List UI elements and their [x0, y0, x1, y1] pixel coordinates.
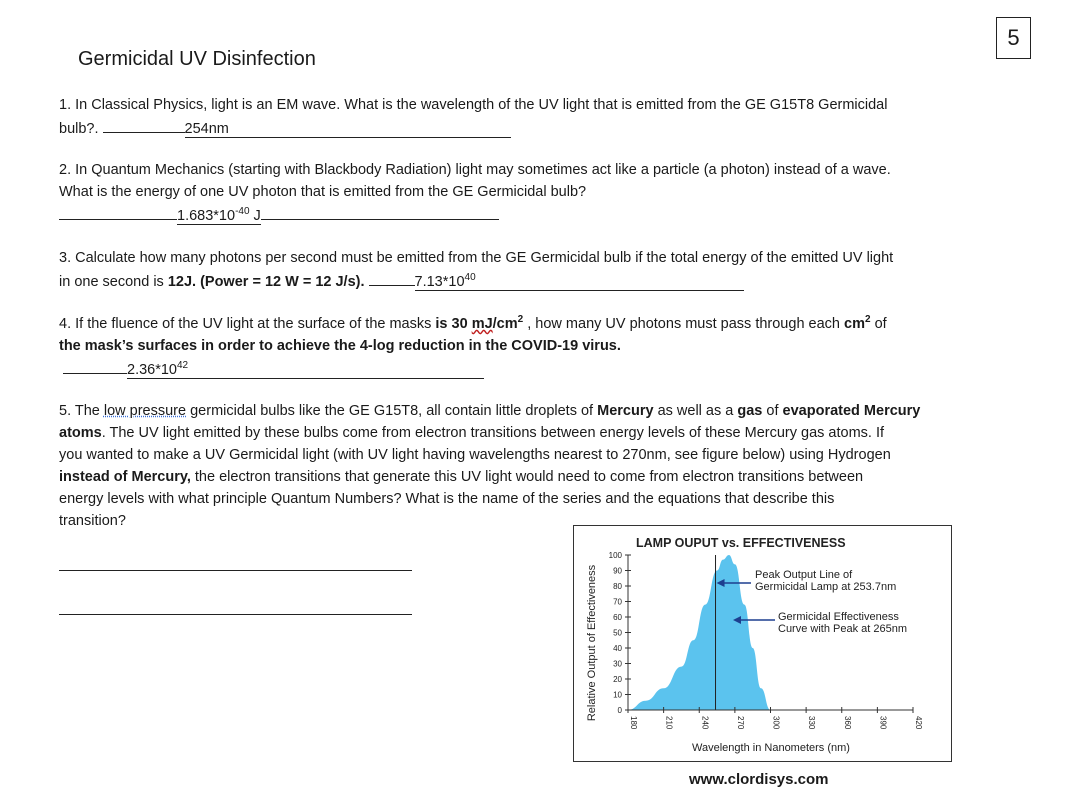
question-5-line3: you wanted to make a UV Germicidal light (with UV light having wavelengths nearest to 270nm, see figure below) using Hydrogen [59, 447, 891, 463]
x-tick-label: 210 [664, 716, 674, 730]
x-tick-label: 300 [771, 716, 781, 730]
question-1-line1: 1. In Classical Physics, light is an EM wave. What is the wavelength of the UV light that is emitted from the GE G15T8 Germicidal [59, 97, 888, 113]
y-tick-label: 90 [613, 566, 622, 576]
y-tick-label: 80 [613, 582, 622, 591]
question-1-answer: 254nm [185, 121, 511, 138]
y-tick-label: 100 [608, 551, 622, 560]
x-tick-label: 420 [914, 716, 923, 730]
chart-x-axis-label: Wavelength in Nanometers (nm) [692, 742, 850, 754]
x-tick-label: 240 [700, 716, 710, 730]
x-tick-label: 270 [735, 716, 745, 730]
question-5-line6: transition? [59, 513, 126, 529]
question-2-answer: $1.683*10^{-40}$ J [177, 206, 261, 224]
website-credit: www.clordisys.com [689, 771, 829, 788]
chart-y-axis-label: Relative Output of Effectiveness [586, 564, 598, 722]
question-4-answer: $2.36*10^{42}$ [127, 362, 484, 379]
annotation-text: Germicidal Effectiveness [778, 611, 899, 623]
question-4-line2: the mask’s surfaces in order to achieve the 4-log reduction in the COVID-19 virus. [59, 338, 621, 354]
annotation-text: Curve with Peak at 265nm [778, 623, 908, 635]
question-5-line4: instead of Mercury, the electron transitions that generate this UV light would need to come from electron transitions between [59, 469, 864, 485]
y-tick-label: 60 [613, 613, 622, 622]
question-4-line1: 4. If the fluence of the UV light at the surface of the masks is 30 $mJ/cm^2$ , how many UV photons must pass through each $cm^2$ of [59, 314, 887, 332]
lamp-output-chart [573, 525, 953, 763]
question-5-line5: energy levels with what principle Quantum Numbers? What is the name of the series and the equations that describe this [59, 491, 835, 507]
question-3-line1: 3. Calculate how many photons per second must be emitted from the GE Germicidal bulb if the total energy of the emitted UV light [59, 250, 894, 266]
question-4 [59, 313, 887, 381]
y-tick-label: 0 [617, 706, 622, 715]
y-tick-label: 10 [613, 690, 622, 700]
question-3-power: 12J. (Power = 12 W = 12 J/s). [167, 274, 365, 290]
answer-blank [369, 269, 415, 286]
answer-line-2 [59, 614, 412, 615]
question-2-answer-line [59, 203, 891, 227]
question-2-line1: 2. In Quantum Mechanics (starting with Blackbody Radiation) light may sometimes act like a particle (a photon) instead of a wave. [59, 162, 891, 178]
page-number: 5 [996, 17, 1031, 59]
question-3 [59, 247, 893, 293]
answer-blank [261, 203, 499, 220]
question-1-prefix: bulb?. [59, 121, 103, 137]
x-tick-label: 390 [878, 716, 888, 730]
question-3-answer: $7.13*10^{40}$ [415, 274, 744, 291]
x-tick-label: 180 [629, 716, 638, 730]
question-1-line2 [59, 116, 887, 140]
answer-blank [63, 357, 127, 374]
question-5-line1: 5. The low pressure germicidal bulbs like the GE G15T8, all contain little droplets of Mercury as well as a gas of evaporated Mercury [59, 403, 921, 419]
y-tick-label: 20 [613, 675, 622, 684]
annotation-text: Peak Output Line of [755, 569, 853, 581]
question-5 [59, 400, 920, 532]
question-2 [59, 159, 891, 227]
page-title: Germicidal UV Disinfection [78, 48, 316, 70]
question-3-prefix: in one second is [59, 274, 168, 290]
question-1 [59, 94, 887, 140]
answer-blank [59, 203, 177, 220]
question-2-line2: What is the energy of one UV photon that is emitted from the GE Germicidal bulb? [59, 184, 587, 200]
answer-line-1 [59, 570, 412, 571]
question-5-line2: atoms. The UV light emitted by these bulbs come from electron transitions between energy levels of these Mercury gas atoms. If [59, 425, 885, 441]
question-4-answer-line [59, 357, 887, 381]
chart-title: LAMP OUPUT vs. EFFECTIVENESS [636, 536, 846, 550]
annotation-text: Germicidal Lamp at 253.7nm [755, 581, 897, 593]
x-tick-label: 360 [842, 716, 852, 730]
y-tick-label: 70 [613, 597, 622, 607]
y-tick-label: 40 [613, 644, 622, 653]
y-tick-label: 50 [613, 628, 622, 638]
x-tick-label: 330 [807, 716, 817, 730]
answer-blank [103, 116, 185, 133]
question-3-line2 [59, 269, 893, 293]
y-tick-label: 30 [613, 659, 622, 669]
